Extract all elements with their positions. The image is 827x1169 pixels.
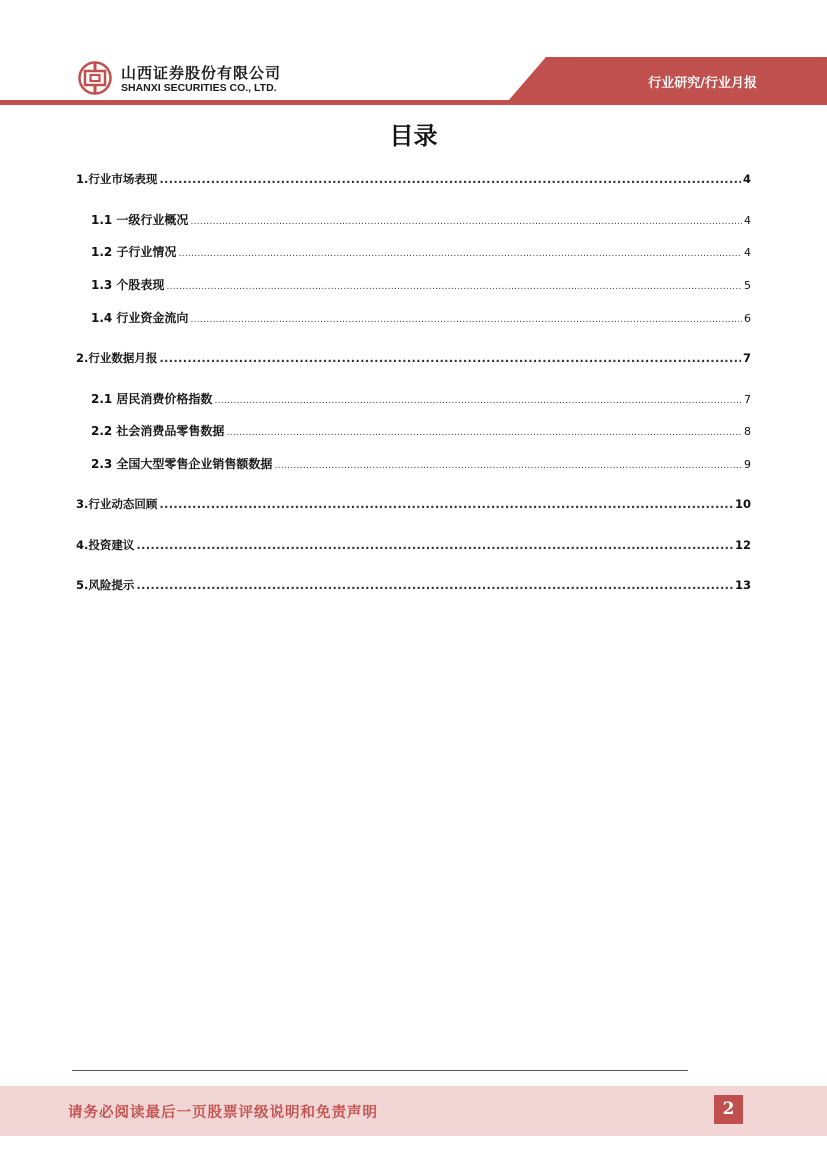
toc-page: 7 [742, 351, 751, 365]
toc-page: 4 [744, 214, 751, 227]
toc-entry-2-3[interactable] [91, 455, 751, 472]
toc-leader [136, 578, 733, 592]
toc-page: 5 [744, 279, 751, 292]
footer-divider [72, 1070, 688, 1071]
company-name-cn: 山西证券股份有限公司 [121, 64, 282, 82]
toc-label: 2.行业数据月报 [76, 351, 158, 365]
toc-entry-1-2[interactable] [91, 243, 751, 260]
report-type-label: 行业研究/行业月报 [648, 76, 757, 91]
toc-entry-1-4[interactable] [91, 309, 751, 326]
toc-entry-4[interactable] [76, 537, 751, 553]
footer-disclaimer: 请务必阅读最后一页股票评级说明和免责声明 [68, 1104, 378, 1121]
toc-label: 1.行业市场表现 [76, 172, 158, 186]
toc-label: 1.2 子行业情况 [91, 245, 177, 259]
toc-entry-2[interactable] [76, 350, 751, 366]
toc-page: 12 [734, 538, 751, 552]
toc-page: 4 [742, 172, 751, 186]
toc-entry-5[interactable] [76, 577, 751, 593]
toc-label: 5.风险提示 [76, 578, 135, 592]
toc-label: 1.4 行业资金流向 [91, 311, 189, 325]
toc-entry-2-1[interactable] [91, 390, 751, 407]
toc-label: 4.投资建议 [76, 538, 135, 552]
toc-label: 1.1 一级行业概况 [91, 213, 189, 227]
toc-label: 2.3 全国大型零售企业销售额数据 [91, 457, 273, 471]
company-name-en: SHANXI SECURITIES CO., LTD. [121, 82, 277, 94]
page-number-badge: 2 [714, 1095, 743, 1124]
toc-label: 1.3 个股表现 [91, 278, 165, 292]
toc-entry-1-1[interactable] [91, 211, 751, 228]
toc-leader [190, 315, 742, 325]
toc-page: 10 [734, 497, 751, 511]
toc-label: 2.1 居民消费价格指数 [91, 392, 213, 406]
toc-page: 7 [744, 393, 751, 406]
toc-leader [166, 282, 742, 292]
toc-leader [214, 396, 742, 406]
toc-label: 3.行业动态回顾 [76, 497, 158, 511]
toc-leader [159, 497, 733, 511]
toc-leader [190, 217, 742, 227]
toc-page: 6 [744, 312, 751, 325]
page-title: 目录 [389, 122, 438, 150]
toc-label: 2.2 社会消费品零售数据 [91, 424, 225, 438]
toc-page: 13 [734, 578, 751, 592]
toc-entry-1[interactable] [76, 171, 751, 187]
toc-leader [136, 538, 733, 552]
toc-page: 8 [744, 425, 751, 438]
toc-page: 4 [744, 246, 751, 259]
toc-leader [274, 461, 742, 471]
toc-leader [159, 351, 741, 365]
toc-leader [159, 172, 741, 186]
toc-leader [178, 249, 742, 259]
toc-leader [226, 428, 742, 438]
toc-entry-3[interactable] [76, 496, 751, 512]
toc-entry-1-3[interactable] [91, 276, 751, 293]
toc-page: 9 [744, 458, 751, 471]
toc-entry-2-2[interactable] [91, 422, 751, 439]
